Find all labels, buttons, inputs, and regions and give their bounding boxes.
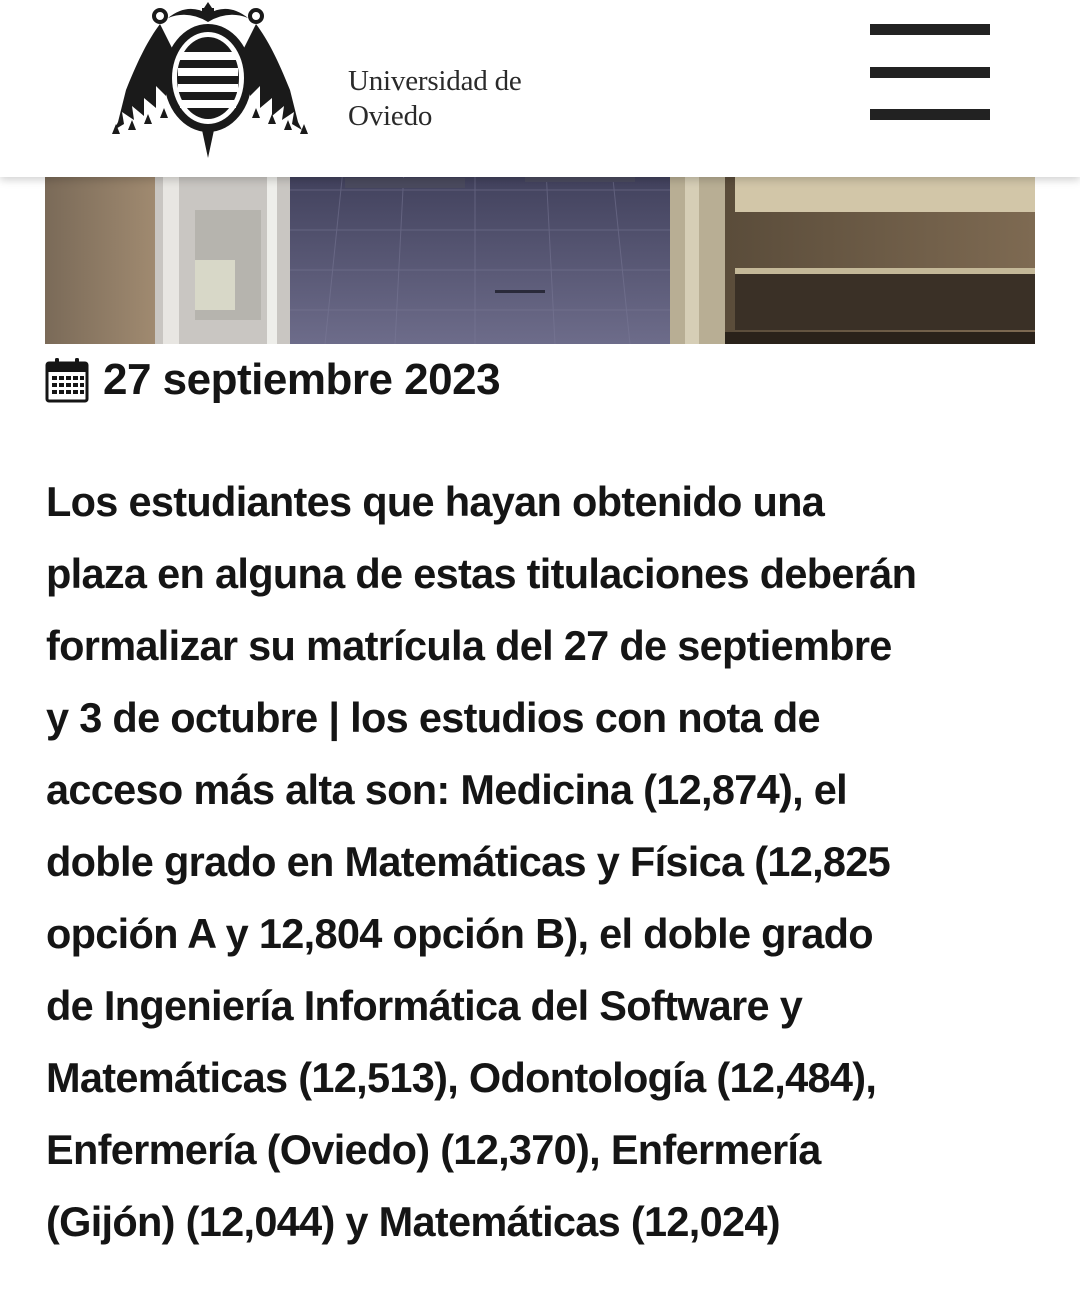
campus-corridor-photo [45,150,1035,344]
summary-line: de Ingeniería Informática del Software y [46,982,803,1029]
summary-line: doble grado en Matemáticas y Física (12,825 [46,838,891,885]
menu-button[interactable] [868,22,992,122]
summary-line: y 3 de octubre | los estudios con nota de [46,694,820,741]
article-summary [46,466,1046,1258]
summary-line: Matemáticas (12,513), Odontología (12,484), [46,1054,877,1101]
summary-line: (Gijón) (12,044) y Matemáticas (12,024) [46,1198,780,1245]
calendar-icon [45,357,89,403]
summary-line: formalizar su matrícula del 27 de septiembre [46,622,892,669]
site-header [0,0,1080,177]
summary-line: opción A y 12,804 opción B), el doble grado [46,910,873,957]
university-crest-icon [108,0,313,160]
article-date: 27 septiembre 2023 [103,355,501,404]
university-name-line2: Oviedo [348,100,433,132]
hero-image [45,150,1035,344]
university-name-line1: Universidad de [348,65,522,97]
summary-line: Los estudiantes que hayan obtenido una [46,478,825,525]
summary-line: acceso más alta son: Medicina (12,874), el [46,766,847,813]
summary-line: plaza en alguna de estas titulaciones deberán [46,550,917,597]
article-date-row [45,354,500,406]
summary-line: Enfermería (Oviedo) (12,370), Enfermería [46,1126,821,1173]
university-name [348,64,522,134]
university-logo-link[interactable] [108,0,538,165]
